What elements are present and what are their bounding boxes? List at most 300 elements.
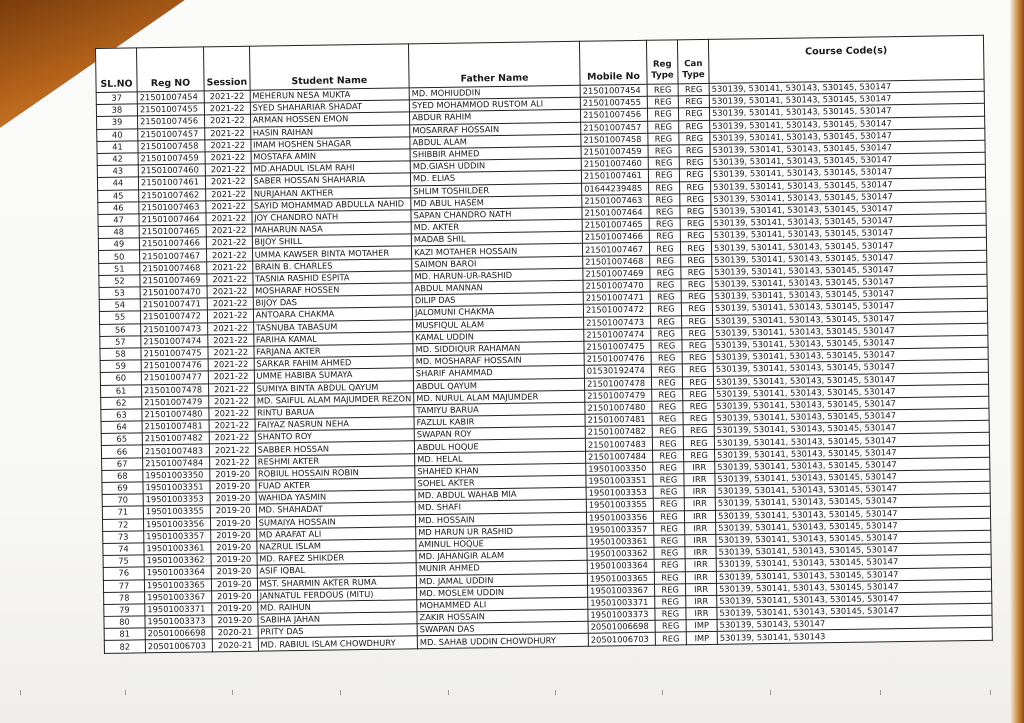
- row-session: 2021-22: [208, 383, 254, 396]
- row-course-codes: 530139, 530141, 530143, 530145, 530147: [710, 128, 985, 144]
- row-father-name: FAZLUL KABIR: [414, 414, 585, 429]
- scan-mark: [770, 690, 771, 695]
- desk-edge: [1010, 0, 1024, 723]
- row-father-name: SHLIM TOSHILDER: [411, 183, 582, 198]
- scan-mark: [880, 690, 881, 695]
- row-student-name: MD. RAIHUN: [257, 600, 417, 615]
- row-student-name: SARKAR FAHIM AHMED: [254, 356, 414, 371]
- row-father-name: MD. HOSSAIN: [415, 512, 586, 527]
- row-can-type: REG: [678, 83, 709, 96]
- row-reg-no: 21501007470: [140, 286, 207, 299]
- scan-mark: [340, 690, 341, 695]
- row-reg-no: 19501003361: [144, 542, 211, 555]
- row-sl-no: 45: [98, 189, 139, 202]
- row-can-type: REG: [680, 217, 711, 230]
- row-session: 2021-22: [210, 456, 256, 469]
- header-sl: SL.NO: [96, 48, 138, 93]
- row-session: 2019-20: [210, 492, 256, 505]
- row-student-name: NURJAHAN AKTHER: [251, 185, 411, 200]
- row-can-type: REG: [683, 400, 714, 413]
- row-student-name: UMME HABIBA SUMAYA: [254, 368, 414, 383]
- row-sl-no: 67: [102, 457, 143, 470]
- row-student-name: SUMAIYA HOSSAIN: [256, 514, 416, 529]
- row-reg-no: 21501007458: [138, 140, 205, 153]
- row-session: 2021-22: [205, 163, 251, 176]
- row-can-type: REG: [683, 388, 714, 401]
- row-course-codes: 530139, 530141, 530143, 530145, 530147: [714, 433, 989, 449]
- row-course-codes: 530139, 530141, 530143, 530145, 530147: [711, 238, 986, 254]
- row-father-name: MD. ABDUL WAHAB MIA: [415, 487, 586, 502]
- row-mobile-no: 19501003351: [586, 474, 653, 487]
- row-reg-type: REG: [652, 425, 683, 438]
- row-student-name: ASIF IQBAL: [257, 563, 417, 578]
- row-father-name: ABDUL HOQUE: [414, 439, 585, 454]
- row-father-name: MD HARUN UR RASHID: [416, 524, 587, 539]
- row-mobile-no: 01530192474: [584, 365, 651, 378]
- row-course-codes: 530139, 530141, 530143, 530145, 530147: [710, 165, 985, 181]
- row-father-name: MD. SIDDIQUR RAHAMAN: [413, 341, 584, 356]
- row-sl-no: 54: [99, 299, 140, 312]
- row-father-name: MD.GIASH UDDIN: [410, 158, 581, 173]
- row-reg-type: REG: [649, 194, 680, 207]
- row-father-name: MD. MOHIUDDIN: [409, 85, 580, 100]
- row-can-type: REG: [678, 96, 709, 109]
- row-course-codes: 530139, 530141, 530143, 530145, 530147: [716, 518, 991, 534]
- row-sl-no: 80: [104, 616, 145, 629]
- row-can-type: REG: [683, 412, 714, 425]
- row-can-type: REG: [679, 132, 710, 145]
- row-can-type: IRR: [685, 571, 716, 584]
- row-can-type: REG: [681, 266, 712, 279]
- row-can-type: IRR: [685, 546, 716, 559]
- row-father-name: JALOMUNI CHAKMA: [412, 305, 583, 320]
- row-can-type: IRR: [686, 583, 717, 596]
- row-reg-type: REG: [650, 279, 681, 292]
- row-student-name: SHANTO ROY: [255, 429, 415, 444]
- header-father: Father Name: [408, 41, 580, 88]
- row-father-name: MOHAMMED ALI: [417, 597, 588, 612]
- row-mobile-no: 21501007483: [585, 438, 652, 451]
- scan-marks: [0, 690, 1010, 710]
- row-reg-type: REG: [655, 596, 686, 609]
- row-reg-no: 21501007469: [140, 274, 207, 287]
- row-mobile-no: 19501003373: [588, 608, 655, 621]
- row-student-name: SABBER HOSSAN: [255, 441, 415, 456]
- row-reg-no: 21501007482: [142, 432, 209, 445]
- row-can-type: IRR: [684, 510, 715, 523]
- row-course-codes: 530139, 530141, 530143, 530145, 530147: [712, 250, 987, 266]
- row-can-type: REG: [680, 193, 711, 206]
- row-course-codes: 530139, 530141, 530143, 530145, 530147: [713, 372, 988, 388]
- scan-mark: [125, 690, 126, 695]
- row-sl-no: 66: [101, 445, 142, 458]
- row-father-name: SWAPAN DAS: [417, 621, 588, 636]
- row-mobile-no: 21501007475: [584, 340, 651, 353]
- row-mobile-no: 21501007466: [582, 231, 649, 244]
- scan-mark: [555, 690, 556, 695]
- row-course-codes: 530139, 530141, 530143, 530145, 530147: [717, 591, 992, 607]
- row-student-name: TASNIA RASHID ESPITA: [252, 271, 412, 286]
- row-reg-no: 20501006698: [145, 627, 212, 640]
- row-student-name: SABIHA JAHAN: [258, 612, 418, 627]
- row-sl-no: 53: [99, 287, 140, 300]
- row-reg-type: REG: [648, 145, 679, 158]
- row-father-name: SAIMON BAROI: [412, 256, 583, 271]
- row-sl-no: 50: [99, 250, 140, 263]
- row-reg-no: 21501007467: [140, 249, 207, 262]
- row-session: 2019-20: [210, 505, 256, 518]
- row-reg-no: 19501003350: [143, 469, 210, 482]
- row-mobile-no: 21501007471: [583, 291, 650, 304]
- row-sl-no: 69: [102, 482, 143, 495]
- row-father-name: SHARIF AHAMMAD: [413, 366, 584, 381]
- row-reg-no: 19501003353: [143, 493, 210, 506]
- row-session: 2019-20: [211, 553, 257, 566]
- row-mobile-no: 19501003355: [586, 499, 653, 512]
- row-session: 2019-20: [212, 590, 258, 603]
- row-reg-no: 21501007481: [142, 420, 209, 433]
- row-reg-type: REG: [655, 632, 686, 645]
- row-mobile-no: 21501007467: [582, 243, 649, 256]
- row-reg-type: REG: [648, 133, 679, 146]
- row-course-codes: 530139, 530141, 530143, 530145, 530147: [714, 396, 989, 412]
- row-sl-no: 72: [102, 518, 143, 531]
- row-session: 2021-22: [206, 236, 252, 249]
- row-session: 2021-22: [207, 285, 253, 298]
- row-session: 2020-21: [212, 639, 258, 652]
- row-student-name: WAHIDA YASMIN: [256, 490, 416, 505]
- row-reg-type: REG: [647, 84, 678, 97]
- row-father-name: MD. SAHAB UDDIN CHOWDHURY: [417, 634, 588, 649]
- row-mobile-no: 21501007474: [584, 328, 651, 341]
- row-sl-no: 64: [101, 421, 142, 434]
- row-course-codes: 530139, 530141, 530143, 530145, 530147: [710, 152, 985, 168]
- row-session: 2019-20: [212, 614, 258, 627]
- row-mobile-no: 21501007464: [582, 206, 649, 219]
- row-course-codes: 530139, 530141, 530143, 530145, 530147: [710, 140, 985, 156]
- row-sl-no: 71: [102, 506, 143, 519]
- row-reg-no: 19501003373: [145, 615, 212, 628]
- row-reg-no: 21501007475: [141, 347, 208, 360]
- row-father-name: MUNIR AHMED: [416, 561, 587, 576]
- row-can-type: REG: [680, 205, 711, 218]
- row-session: 2021-22: [209, 431, 255, 444]
- row-student-name: MD.AHADUL ISLAM RAHI: [251, 161, 411, 176]
- row-father-name: SHAHED KHAN: [415, 463, 586, 478]
- row-session: 2021-22: [205, 139, 251, 152]
- row-mobile-no: 19501003353: [586, 486, 653, 499]
- row-session: 2019-20: [211, 565, 257, 578]
- row-reg-type: REG: [651, 315, 682, 328]
- row-session: 2019-20: [211, 529, 257, 542]
- row-can-type: IRR: [684, 486, 715, 499]
- row-mobile-no: 21501007459: [581, 145, 648, 158]
- row-reg-no: 21501007471: [140, 298, 207, 311]
- scan-mark: [232, 690, 233, 695]
- row-session: 2021-22: [204, 102, 250, 115]
- row-mobile-no: 21501007479: [585, 389, 652, 402]
- row-mobile-no: 21501007460: [581, 157, 648, 170]
- row-reg-type: REG: [651, 328, 682, 341]
- row-course-codes: 530139, 530141, 530143, 530145, 530147: [716, 542, 991, 558]
- student-table: [95, 35, 993, 654]
- row-can-type: REG: [679, 144, 710, 157]
- row-mobile-no: 21501007480: [585, 401, 652, 414]
- row-father-name: TAMIYU BARUA: [414, 402, 585, 417]
- row-sl-no: 63: [101, 409, 142, 422]
- row-mobile-no: 21501007465: [582, 218, 649, 231]
- row-session: 2019-20: [210, 480, 256, 493]
- header-reg-type: Reg Type: [646, 40, 678, 84]
- row-reg-no: 19501003357: [144, 530, 211, 543]
- row-course-codes: 530139, 530141, 530143, 530145, 530147: [715, 445, 990, 461]
- row-can-type: IRR: [686, 595, 717, 608]
- row-sl-no: 48: [98, 226, 139, 239]
- row-reg-no: 21501007463: [139, 201, 206, 214]
- row-student-name: UMMA KAWSER BINTA MOTAHER: [252, 246, 412, 261]
- row-course-codes: 530139, 530141, 530143, 530145, 530147: [716, 567, 991, 583]
- row-reg-no: 19501003365: [144, 578, 211, 591]
- row-sl-no: 52: [99, 275, 140, 288]
- row-can-type: REG: [679, 120, 710, 133]
- row-session: 2020-21: [212, 626, 258, 639]
- row-course-codes: 530139, 530141, 530143, 530145, 530147: [713, 323, 988, 339]
- table-body: [96, 79, 992, 653]
- row-can-type: REG: [682, 351, 713, 364]
- row-student-name: PRITY DAS: [258, 624, 418, 639]
- row-course-codes: 530139, 530141, 530143, 530145, 530147: [713, 335, 988, 351]
- row-sl-no: 73: [103, 531, 144, 544]
- row-father-name: ABDUL MANNAN: [412, 280, 583, 295]
- row-session: 2019-20: [211, 578, 257, 591]
- row-can-type: IRR: [684, 498, 715, 511]
- row-reg-no: 21501007465: [139, 225, 206, 238]
- row-course-codes: 530139, 530141, 530143, 530145, 530147: [711, 177, 986, 193]
- row-session: 2021-22: [206, 188, 252, 201]
- row-father-name: MOSARRAF HOSSAIN: [410, 122, 581, 137]
- row-reg-no: 19501003367: [145, 591, 212, 604]
- row-reg-type: REG: [649, 181, 680, 194]
- row-student-name: BIJOY SHILL: [252, 234, 412, 249]
- row-father-name: ABDUL QAYUM: [413, 378, 584, 393]
- row-student-name: ANTOARA CHAKMA: [253, 307, 413, 322]
- row-reg-no: 21501007468: [140, 261, 207, 274]
- row-mobile-no: 21501007478: [584, 377, 651, 390]
- row-can-type: REG: [682, 327, 713, 340]
- row-reg-no: 21501007464: [139, 213, 206, 226]
- row-reg-no: 21501007477: [141, 371, 208, 384]
- row-reg-no: 21501007457: [138, 127, 205, 140]
- row-course-codes: 530139, 530141, 530143, 530145, 530147: [717, 579, 992, 595]
- row-student-name: SUMIYA BINTA ABDUL QAYUM: [254, 380, 414, 395]
- row-course-codes: 530139, 530143, 530147: [717, 616, 992, 632]
- row-reg-type: REG: [650, 267, 681, 280]
- row-reg-type: REG: [651, 352, 682, 365]
- row-can-type: IRR: [686, 607, 717, 620]
- row-course-codes: 530139, 530141, 530143, 530145, 530147: [711, 201, 986, 217]
- row-session: 2021-22: [205, 176, 251, 189]
- row-course-codes: 530139, 530141, 530143, 530145, 530147: [713, 360, 988, 376]
- row-sl-no: 47: [98, 214, 139, 227]
- row-student-name: MD ARAFAT ALI: [256, 527, 416, 542]
- row-mobile-no: 19501003364: [587, 560, 654, 573]
- row-sl-no: 70: [102, 494, 143, 507]
- row-can-type: REG: [679, 157, 710, 170]
- row-mobile-no: 21501007455: [580, 96, 647, 109]
- row-mobile-no: 21501007484: [586, 450, 653, 463]
- row-student-name: SABER HOSSAN SHAHARIA: [251, 173, 411, 188]
- row-reg-type: REG: [654, 547, 685, 560]
- row-reg-type: REG: [649, 242, 680, 255]
- row-session: 2021-22: [206, 249, 252, 262]
- row-father-name: MD. JAMAL UDDIN: [416, 573, 587, 588]
- row-mobile-no: 21501007458: [581, 133, 648, 146]
- header-can-type: Can Type: [677, 39, 709, 83]
- row-course-codes: 530139, 530141, 530143: [717, 628, 992, 644]
- row-session: 2021-22: [207, 261, 253, 274]
- row-father-name: KAZI MOTAHER HOSSAIN: [411, 244, 582, 259]
- row-reg-no: 19501003362: [144, 554, 211, 567]
- row-reg-type: REG: [653, 462, 684, 475]
- row-can-type: REG: [680, 242, 711, 255]
- row-course-codes: 530139, 530141, 530143, 530145, 530147: [715, 469, 990, 485]
- row-reg-type: REG: [654, 523, 685, 536]
- row-session: 2021-22: [209, 444, 255, 457]
- row-father-name: MD ABUL HASEM: [411, 195, 582, 210]
- row-sl-no: 77: [103, 579, 144, 592]
- row-mobile-no: 21501007482: [585, 426, 652, 439]
- row-student-name: ROBIUL HOSSAIN ROBIN: [255, 466, 415, 481]
- row-can-type: REG: [680, 181, 711, 194]
- row-reg-type: REG: [647, 96, 678, 109]
- row-student-name: JANNATUL FERDOUS (MITU): [257, 587, 417, 602]
- row-course-codes: 530139, 530141, 530143, 530145, 530147: [714, 408, 989, 424]
- row-reg-no: 21501007455: [137, 103, 204, 116]
- row-sl-no: 62: [101, 397, 142, 410]
- row-reg-type: REG: [649, 230, 680, 243]
- row-course-codes: 530139, 530141, 530143, 530145, 530147: [715, 494, 990, 510]
- row-reg-type: REG: [651, 340, 682, 353]
- row-sl-no: 65: [101, 433, 142, 446]
- row-reg-no: 21501007456: [138, 115, 205, 128]
- row-student-name: BIJOY DAS: [253, 295, 413, 310]
- row-course-codes: 530139, 530141, 530143, 530145, 530147: [713, 347, 988, 363]
- row-reg-type: REG: [654, 535, 685, 548]
- header-reg: Reg NO: [137, 47, 205, 92]
- row-can-type: IRR: [684, 461, 715, 474]
- row-course-codes: 530139, 530141, 530143, 530145, 530147: [716, 530, 991, 546]
- row-course-codes: 530139, 530141, 530143, 530145, 530147: [709, 104, 984, 120]
- row-sl-no: 46: [98, 202, 139, 215]
- row-can-type: REG: [682, 339, 713, 352]
- row-session: 2021-22: [209, 395, 255, 408]
- row-mobile-no: 20501006703: [588, 633, 655, 646]
- row-reg-type: REG: [652, 437, 683, 450]
- row-mobile-no: 19501003357: [587, 523, 654, 536]
- row-mobile-no: 19501003367: [588, 584, 655, 597]
- row-course-codes: 530139, 530141, 530143, 530145, 530147: [717, 603, 992, 619]
- row-sl-no: 49: [98, 238, 139, 251]
- row-session: 2021-22: [208, 370, 254, 383]
- row-student-name: FAIYAZ NASRUN NEHA: [255, 417, 415, 432]
- row-course-codes: 530139, 530141, 530143, 530145, 530147: [711, 226, 986, 242]
- row-session: 2019-20: [210, 468, 256, 481]
- row-can-type: IMP: [686, 632, 717, 645]
- row-student-name: MD. SAIFUL ALAM MAJUMDER REZON: [254, 392, 414, 407]
- row-mobile-no: 21501007476: [584, 352, 651, 365]
- scan-mark: [448, 690, 449, 695]
- row-sl-no: 75: [103, 555, 144, 568]
- row-father-name: MD. SHAFI: [415, 500, 586, 515]
- row-can-type: REG: [679, 169, 710, 182]
- row-father-name: SHIBBIR AHMED: [410, 146, 581, 161]
- row-can-type: REG: [684, 449, 715, 462]
- row-can-type: REG: [682, 315, 713, 328]
- row-sl-no: 81: [104, 628, 145, 641]
- row-student-name: MD. SHAHADAT: [256, 502, 416, 517]
- row-student-name: IMAM HOSHEN SHAGAR: [250, 137, 410, 152]
- row-can-type: IRR: [685, 534, 716, 547]
- row-reg-type: REG: [651, 376, 682, 389]
- row-reg-no: 21501007483: [142, 444, 209, 457]
- row-student-name: HASIN RAIHAN: [250, 124, 410, 139]
- row-mobile-no: 20501006698: [588, 621, 655, 634]
- row-can-type: REG: [682, 364, 713, 377]
- row-mobile-no: 21501007481: [585, 413, 652, 426]
- row-reg-no: 19501003356: [143, 517, 210, 530]
- row-reg-type: REG: [652, 389, 683, 402]
- row-sl-no: 44: [97, 177, 138, 190]
- row-reg-type: REG: [650, 254, 681, 267]
- row-course-codes: 530139, 530141, 530143, 530145, 530147: [712, 286, 987, 302]
- row-father-name: KAMAL UDDIN: [413, 329, 584, 344]
- row-student-name: MST. SHARMIN AKTER RUMA: [257, 575, 417, 590]
- row-mobile-no: 19501003350: [586, 462, 653, 475]
- row-reg-no: 21501007473: [141, 322, 208, 335]
- row-mobile-no: 19501003362: [587, 547, 654, 560]
- row-mobile-no: 21501007473: [584, 316, 651, 329]
- row-reg-no: 19501003351: [143, 481, 210, 494]
- row-student-name: MD. RAFEZ SHIKDER: [257, 551, 417, 566]
- row-sl-no: 40: [97, 128, 138, 141]
- row-session: 2021-22: [208, 346, 254, 359]
- row-father-name: MD. AKTER: [411, 219, 582, 234]
- row-student-name: JOY CHANDRO NATH: [252, 210, 412, 225]
- row-reg-type: REG: [653, 449, 684, 462]
- row-reg-type: REG: [651, 364, 682, 377]
- row-course-codes: 530139, 530141, 530143, 530145, 530147: [716, 555, 991, 571]
- row-can-type: REG: [683, 437, 714, 450]
- row-father-name: AMINUL HOQUE: [416, 536, 587, 551]
- row-sl-no: 68: [102, 470, 143, 483]
- row-reg-no: 19501003355: [143, 505, 210, 518]
- row-course-codes: 530139, 530141, 530143, 530145, 530147: [715, 506, 990, 522]
- row-sl-no: 82: [104, 640, 145, 653]
- header-session: Session: [203, 46, 249, 91]
- row-reg-no: 21501007454: [137, 91, 204, 104]
- row-student-name: FUAD AKTER: [256, 478, 416, 493]
- row-reg-no: 21501007462: [139, 188, 206, 201]
- row-reg-type: REG: [649, 218, 680, 231]
- row-course-codes: 530139, 530141, 530143, 530145, 530147: [712, 262, 987, 278]
- row-reg-type: REG: [654, 571, 685, 584]
- row-reg-type: REG: [653, 498, 684, 511]
- row-course-codes: 530139, 530141, 530143, 530145, 530147: [709, 92, 984, 108]
- row-student-name: SAYID MOHAMMAD ABDULLA NAHID: [251, 198, 411, 213]
- row-sl-no: 78: [104, 592, 145, 605]
- row-father-name: SAPAN CHANDRO NATH: [411, 207, 582, 222]
- row-student-name: TASNUBA TABASUM: [253, 319, 413, 334]
